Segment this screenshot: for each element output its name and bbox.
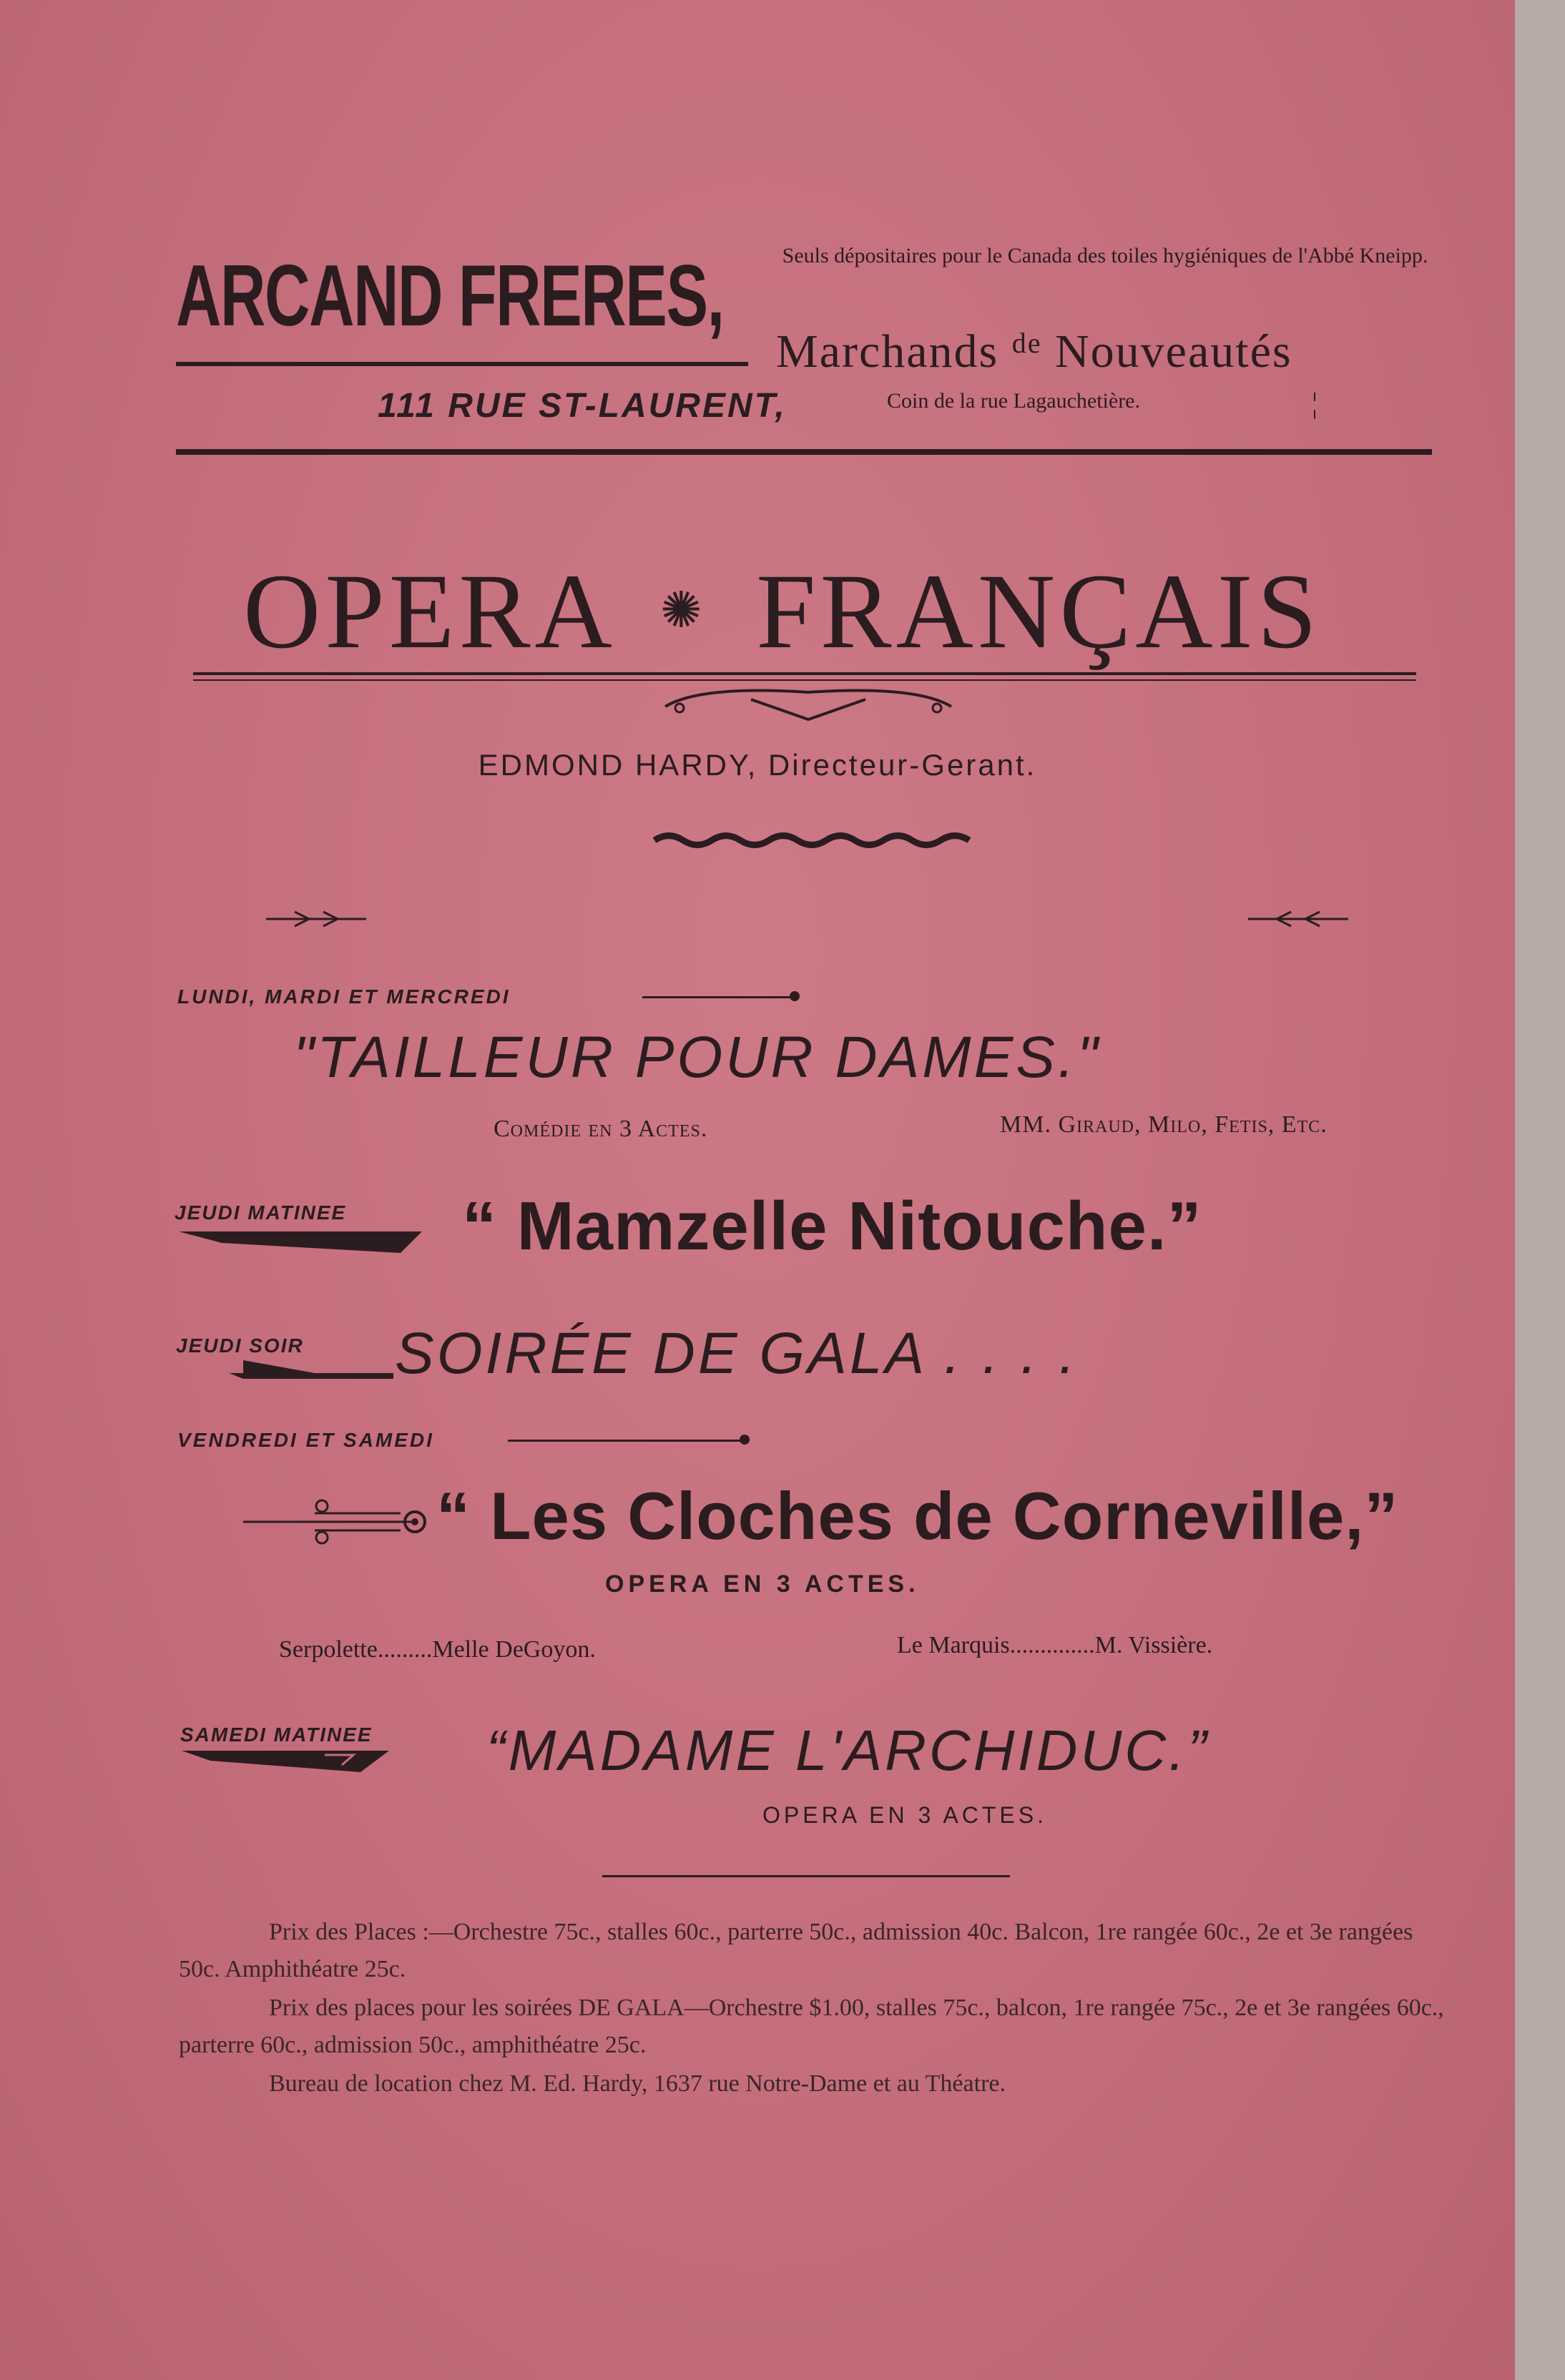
monday-genre: Comédie en 3 Actes. (494, 1116, 708, 1142)
merchant-underline (176, 362, 748, 366)
title-ornament (658, 685, 958, 728)
title-rule-top (193, 672, 1416, 675)
monday-label: LUNDI, MARDI ET MERCREDI (177, 985, 511, 1008)
saturday-matinee-label: SAMEDI MATINEE (180, 1723, 373, 1746)
friday-label: VENDREDI ET SAMEDI (177, 1429, 434, 1451)
friday-genre: OPERA EN 3 ACTES. (605, 1570, 920, 1598)
friday-cast-left: Serpolette.........Melle DeGoyon. (279, 1636, 596, 1663)
title-rule-bottom (193, 679, 1416, 681)
saturday-matinee-title: “MADAME L'ARCHIDUC.” (486, 1718, 1210, 1782)
thursday-matinee-banner (179, 1226, 422, 1254)
friday-label-dot (740, 1435, 750, 1445)
thursday-evening-banner (229, 1357, 393, 1382)
monday-label-line (642, 996, 794, 998)
thursday-evening-label: JEUDI SOIR (176, 1334, 304, 1357)
title-line (243, 551, 1388, 672)
ink-mark: ¦ (1312, 387, 1318, 419)
friday-label-line (508, 1440, 744, 1442)
friday-ornament (243, 1498, 436, 1548)
prices-gala: Prix des places pour les soirées DE GALA—Orchestre $1.00, stalles 75c., balcon, 1re rangée 75c., 2e et 3e rangées 60c., parterre 60c., admission 50c., amphithéatre 25c. (179, 1995, 1444, 2058)
header-rule (176, 449, 1432, 455)
week-ornament-left (266, 908, 366, 930)
prices-divider (602, 1875, 1010, 1877)
monday-label-dot (790, 991, 800, 1001)
monday-title: "TAILLEUR POUR DAMES." (293, 1025, 1101, 1090)
saturday-matinee-banner (182, 1745, 389, 1774)
trade-word-2: Nouveautés (1055, 325, 1292, 378)
thursday-evening-title: SOIRÉE DE GALA . . . . (395, 1321, 1079, 1386)
friday-title: “ Les Cloches de Corneville,” (436, 1478, 1399, 1553)
page-edge (1515, 0, 1565, 2380)
monday-cast: MM. Giraud, Milo, Fetis, Etc. (1000, 1111, 1328, 1138)
prices-regular: Prix des Places :—Orchestre 75c., stalles 60c., parterre 50c., admission 40c. Balcon, 1re rangée 60c., 2e et 3e rangées 50c. Amphithéatre 25c. (179, 1919, 1413, 1982)
thursday-matinee-title: “ Mamzelle Nitouche.” (462, 1188, 1202, 1264)
trade-line (776, 315, 1441, 380)
thursday-matinee-label: JEUDI MATINEE (175, 1201, 347, 1224)
booking-office: Bureau de location chez M. Ed. Hardy, 1637 rue Notre-Dame et au Théatre. (269, 2070, 1006, 2097)
week-ornament-right (1248, 908, 1348, 930)
friday-cast-right: Le Marquis..............M. Vissière. (897, 1632, 1213, 1658)
corner-note: Coin de la rue Lagauchetière. (887, 389, 1140, 413)
trade-word-1: Marchands (776, 325, 999, 378)
wave-ornament (651, 830, 973, 851)
merchant-name: ARCAND FRERES, (176, 247, 724, 344)
merchant-address: 111 RUE ST-LAURENT, (378, 387, 787, 425)
depositary-note: Seuls dépositaires pour le Canada des toiles hygiéniques de l'Abbé Kneipp. (782, 244, 1428, 267)
director-line: EDMOND HARDY, Directeur-Gerant. (478, 748, 1037, 782)
rosette-icon: ✺ (659, 584, 707, 639)
title-word-opera: OPERA (243, 552, 611, 671)
saturday-genre: OPERA EN 3 ACTES. (762, 1802, 1047, 1828)
title-word-francais: FRANÇAIS (756, 552, 1322, 671)
trade-word-de: de (1011, 327, 1042, 359)
